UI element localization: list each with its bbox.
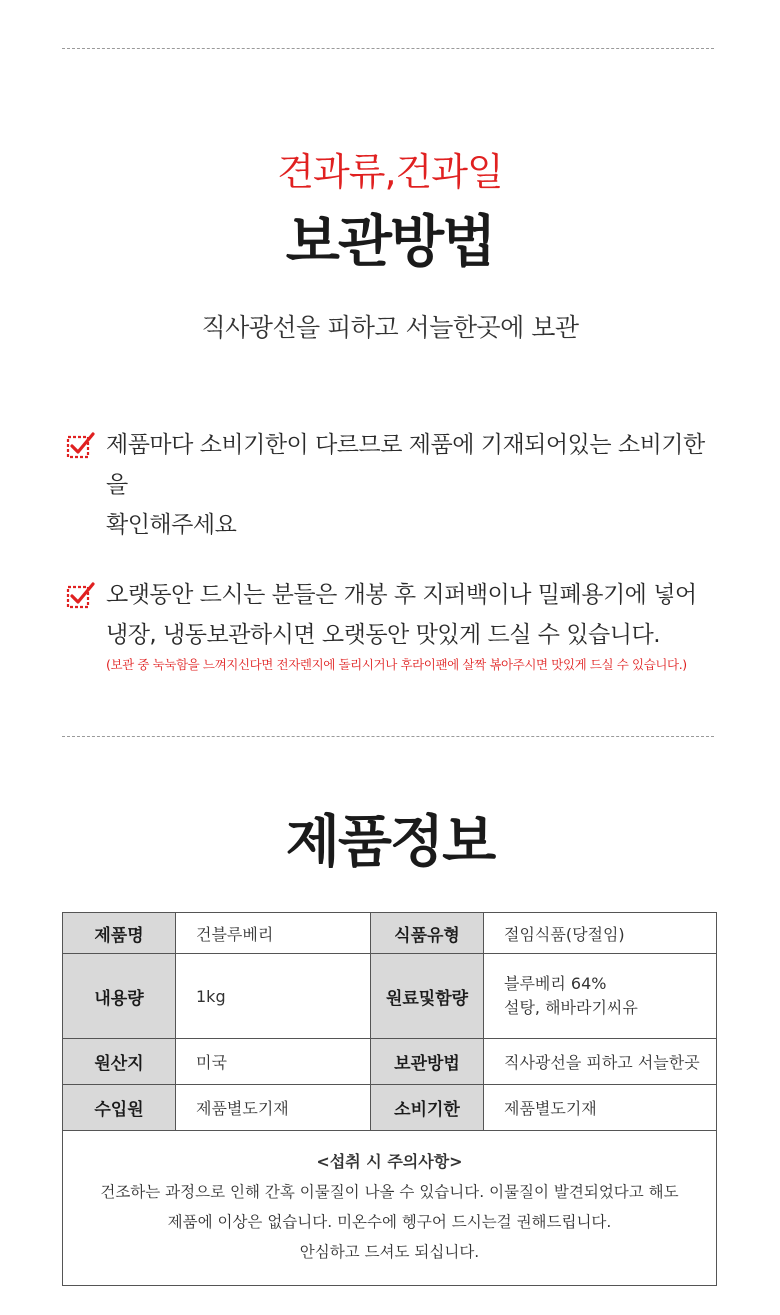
table-row bbox=[63, 1131, 717, 1286]
notice-title: <섭취 시 주의사항> bbox=[316, 1152, 463, 1171]
product-info-table bbox=[62, 912, 717, 1286]
tip-line: 냉장, 냉동보관하시면 오랫동안 맛있게 드실 수 있습니다. bbox=[106, 622, 661, 648]
notice-line: 안심하고 드셔도 되십니다. bbox=[299, 1243, 480, 1261]
notice-line: 제품에 이상은 없습니다. 미온수에 헹구어 드시는걸 권해드립니다. bbox=[167, 1213, 612, 1231]
storage-tip-1 bbox=[66, 425, 726, 545]
storage-tip-2 bbox=[66, 575, 726, 675]
storage-description: 직사광선을 피하고 서늘한곳에 보관 bbox=[201, 313, 579, 342]
table-row bbox=[63, 1039, 717, 1085]
tip-note: (보관 중 눅눅함을 느껴지신다면 전자렌지에 돌리시거나 후라이팬에 살짝 볶아주시면 맛있게 드실 수 있습니다.) bbox=[106, 657, 687, 672]
label-cell: 소비기한 bbox=[371, 1085, 484, 1131]
middle-divider bbox=[62, 736, 714, 737]
label-cell: 내용량 bbox=[63, 954, 176, 1039]
value-line: 블루베리 64% bbox=[504, 974, 607, 993]
value-line: 설탕, 해바라기씨유 bbox=[504, 998, 638, 1017]
table-row bbox=[63, 913, 717, 954]
tip-line: 확인해주세요 bbox=[106, 512, 237, 538]
top-divider bbox=[62, 48, 714, 49]
storage-title: 보관방법 bbox=[285, 210, 495, 275]
value-cell: 직사광선을 피하고 서늘한곳 bbox=[484, 1039, 717, 1085]
value-cell: 1kg bbox=[176, 954, 371, 1039]
tip-line: 제품마다 소비기한이 다르므로 제품에 기재되어있는 소비기한을 bbox=[106, 432, 705, 498]
storage-subtitle: 견과류,건과일 bbox=[277, 150, 503, 194]
notice-cell bbox=[63, 1131, 717, 1286]
label-cell: 원료및함량 bbox=[371, 954, 484, 1039]
label-cell: 수입원 bbox=[63, 1085, 176, 1131]
checkbox-check-icon bbox=[66, 579, 96, 609]
table-row bbox=[63, 1085, 717, 1131]
value-cell bbox=[484, 954, 717, 1039]
label-cell: 식품유형 bbox=[371, 913, 484, 954]
product-info-title: 제품정보 bbox=[285, 810, 495, 875]
notice-line: 건조하는 과정으로 인해 간혹 이물질이 나올 수 있습니다. 이물질이 발견되었다고 해도 bbox=[100, 1183, 679, 1201]
value-cell: 제품별도기재 bbox=[176, 1085, 371, 1131]
tip-line: 오랫동안 드시는 분들은 개봉 후 지퍼백이나 밀폐용기에 넣어 bbox=[106, 582, 697, 608]
value-cell: 미국 bbox=[176, 1039, 371, 1085]
label-cell: 원산지 bbox=[63, 1039, 176, 1085]
value-cell: 건블루베리 bbox=[176, 913, 371, 954]
table-row bbox=[63, 954, 717, 1039]
value-cell: 제품별도기재 bbox=[484, 1085, 717, 1131]
value-cell: 절임식품(당절임) bbox=[484, 913, 717, 954]
label-cell: 보관방법 bbox=[371, 1039, 484, 1085]
checkbox-check-icon bbox=[66, 429, 96, 459]
label-cell: 제품명 bbox=[63, 913, 176, 954]
